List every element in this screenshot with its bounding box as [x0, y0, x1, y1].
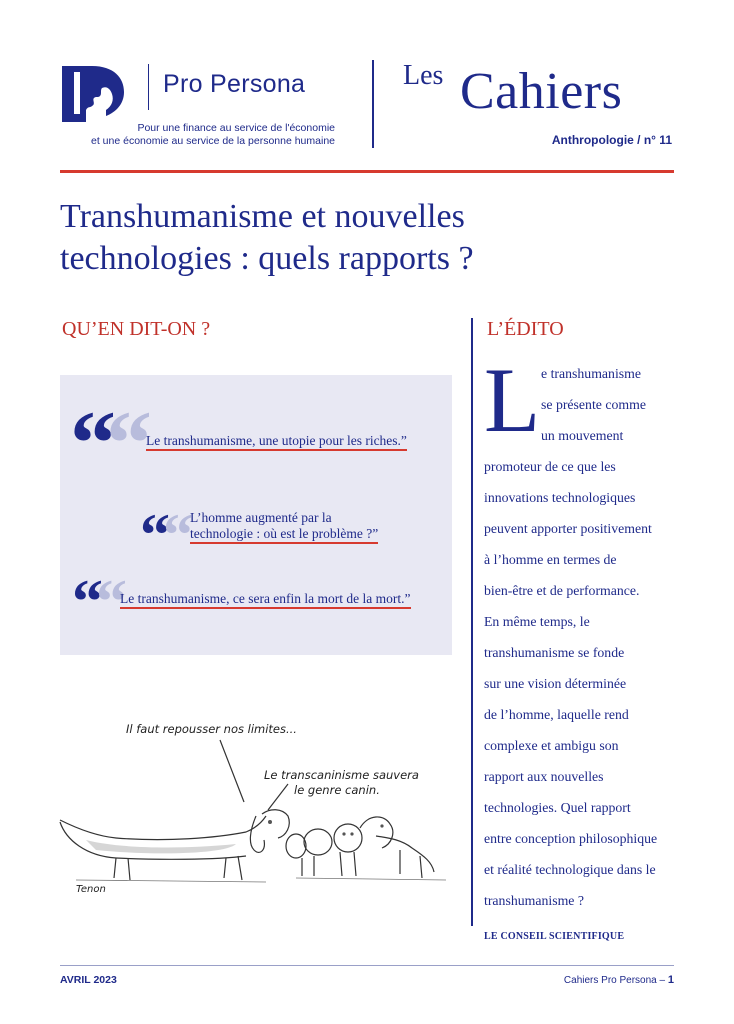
footer-rule [60, 965, 674, 966]
tagline-line-1: Pour une finance au service de l'économie [137, 122, 335, 134]
cartoon-drawing [56, 710, 456, 910]
edito-signature: LE CONSEIL SCIENTIFIQUE [484, 931, 625, 942]
edito-line: bien-être et de performance. [484, 583, 640, 598]
cartoon-signature: Tenon [76, 884, 106, 895]
edito-line: rapport aux nouvelles [484, 769, 604, 784]
edito-line: entre conception philosophique [484, 831, 658, 846]
cartoon-speech-2-line-1: Le transcaninisme sauvera [264, 768, 419, 782]
brand-name: Pro Persona [163, 70, 306, 98]
cartoon-speech-1: Il faut repousser nos limites... [126, 722, 297, 736]
footer-source [520, 974, 674, 986]
footer-date: AVRIL 2023 [60, 974, 117, 986]
quote-1-text: Le transhumanisme, une utopie pour les riches.” [146, 433, 407, 451]
tagline-line-2: et une économie au service de la personne humaine [91, 135, 335, 147]
publication-les: Les [403, 60, 444, 91]
edito-line: complexe et ambigu son [484, 738, 619, 753]
pro-persona-logo [62, 64, 128, 124]
edito-dropcap: L [484, 349, 541, 451]
edito-line: se présente comme [541, 397, 646, 412]
title-line-1: Transhumanisme et nouvelles [60, 198, 465, 235]
edito-line: promoteur de ce que les [484, 459, 616, 474]
cartoon-speech-2-line-2: le genre canin. [294, 783, 380, 797]
edito-line: technologies. Quel rapport [484, 800, 631, 815]
quote-mark-icon: ““ [72, 568, 127, 636]
page-title [60, 196, 660, 280]
brand-divider [148, 64, 149, 110]
cartoon-illustration [56, 710, 456, 910]
quote-3 [120, 591, 411, 607]
edito-line: innovations technologiques [484, 490, 636, 505]
quote-mark-icon: ““ [140, 502, 193, 568]
publication-cahiers: Cahiers [460, 63, 623, 120]
edito-line: de l’homme, laquelle rend [484, 707, 629, 722]
edito-line: e transhumanisme [541, 366, 642, 381]
edito-line: un mouvement [541, 428, 624, 443]
section-heading-edito: L’ÉDITO [487, 318, 564, 340]
series-label: Anthropologie / n° 11 [551, 133, 672, 147]
header-rule [60, 170, 674, 173]
footer-source-label: Cahiers Pro Persona – [563, 975, 666, 986]
quote-2 [190, 510, 378, 542]
edito-line: à l’homme en termes de [484, 552, 617, 567]
quote-2-line-1: L’homme augmenté par la [190, 510, 332, 525]
edito-line: En même temps, le [484, 614, 590, 629]
page-number: 1 [667, 974, 674, 986]
title-line-2: technologies : quels rapports ? [60, 240, 474, 277]
edito-line: peuvent apporter positivement [484, 521, 652, 536]
edito-line: et réalité technologique dans le [484, 862, 656, 877]
edito-line: sur une vision déterminée [484, 676, 627, 691]
quote-2-line-2: technologie : où est le problème ?” [190, 526, 378, 544]
quote-mark-icon: ““ [70, 392, 152, 494]
brand-tagline [80, 122, 335, 148]
column-divider [471, 318, 473, 926]
edito-line: transhumanisme ? [484, 893, 585, 908]
quote-3-text: Le transhumanisme, ce sera enfin la mort de la mort.” [120, 591, 411, 609]
header-divider [372, 60, 374, 148]
section-heading-quotes: QU’EN DIT-ON ? [62, 318, 211, 340]
edito-line: transhumanisme se fonde [484, 645, 625, 660]
quote-1 [146, 433, 407, 449]
quotes-box [60, 375, 452, 655]
